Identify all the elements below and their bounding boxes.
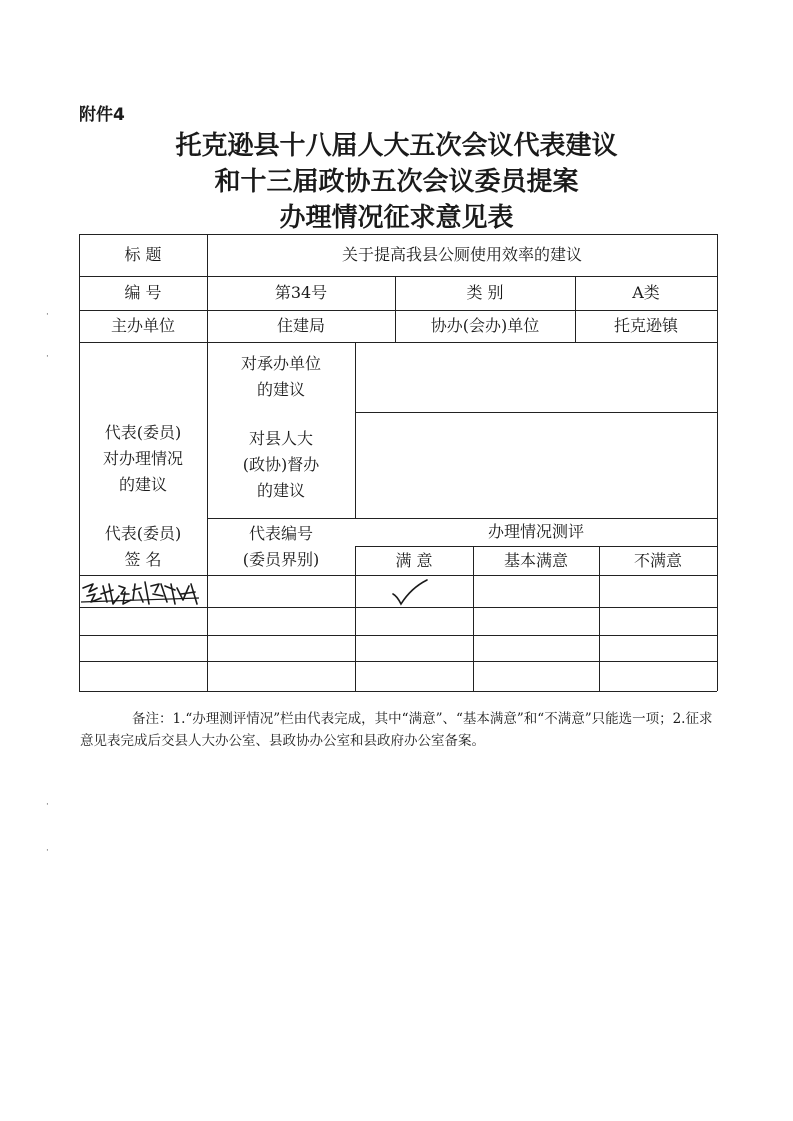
- scan-speck: ·: [46, 310, 49, 320]
- rep-number-label: 代表编号 (委员界别): [242, 523, 320, 569]
- category-value: A类: [632, 283, 660, 302]
- remark-note: 备注：1.“办理测评情况”栏由代表完成，其中“满意”、“基本满意”和“不满意”只能选一项；2.征求意见表完成后交县人大办公室、县政协办公室和县政府办公室备案。: [80, 711, 713, 749]
- signature-label: 代表(委员) 签 名: [104, 523, 182, 569]
- category-label: 类 别: [466, 283, 504, 302]
- to-supervisor-field[interactable]: [355, 412, 717, 518]
- title-value: 关于提高我县公厕使用效率的建议: [341, 245, 582, 264]
- scan-speck: ·: [46, 800, 49, 810]
- title-line-2: 和十三届政协五次会议委员提案: [214, 167, 579, 197]
- to-host-unit-label: 对承办单位 的建议: [240, 354, 321, 399]
- handwritten-signature: [79, 574, 207, 610]
- to-host-unit-field[interactable]: [355, 342, 717, 412]
- host-unit-label: 主办单位: [110, 316, 175, 335]
- title-label: 标 题: [124, 245, 162, 264]
- satisfied-check-icon: [389, 578, 429, 608]
- scan-speck: ·: [46, 846, 49, 856]
- number-label: 编 号: [124, 283, 162, 302]
- title-line-3: 办理情况征求意见表: [279, 203, 514, 233]
- attachment-label: 附件4: [79, 105, 125, 125]
- co-unit-value: 托克逊镇: [613, 316, 678, 335]
- basic-satisfied-label: 基本满意: [503, 550, 568, 570]
- number-value: 第34号: [274, 283, 328, 302]
- co-unit-label: 协办(会办)单位: [430, 316, 540, 335]
- title-line-1: 托克逊县十八届人大五次会议代表建议: [175, 131, 618, 161]
- dissatisfied-label: 不满意: [633, 550, 682, 570]
- host-unit-value: 住建局: [276, 316, 325, 335]
- scan-speck: ·: [46, 352, 49, 362]
- opinion-form-table: [79, 234, 717, 691]
- suggestion-group-label: 代表(委员) 对办理情况 的建议: [102, 422, 183, 494]
- satisfied-label: 满 意: [395, 550, 433, 570]
- evaluation-label: 办理情况测评: [487, 522, 584, 541]
- to-supervisor-label: 对县人大 (政协)督办 的建议: [242, 429, 320, 500]
